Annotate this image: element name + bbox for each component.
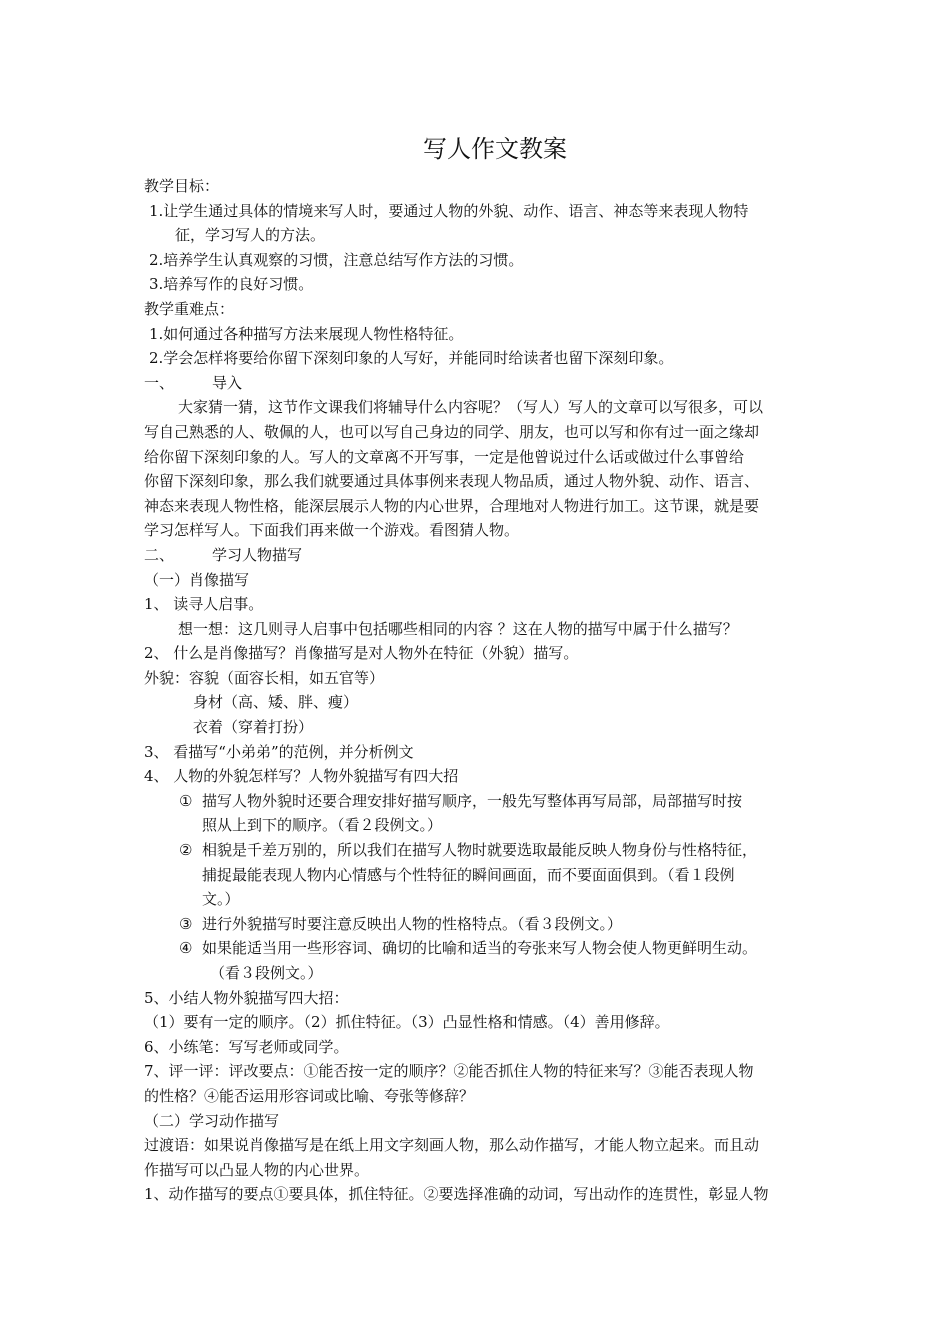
- goals-heading: 教学目标：: [144, 177, 220, 195]
- tip-4-line-2: （看３段例文。）: [210, 964, 323, 982]
- key-list: [144, 322, 816, 371]
- tip-3: [144, 912, 816, 937]
- tip-2: [144, 838, 816, 912]
- tip-1: [144, 789, 816, 838]
- part-1-item-1: 1、 读寻人启事。: [144, 595, 264, 614]
- part-1-item-5-summary: （1）要有一定的顺序。（2）抓住特征。（3）凸显性格和情感。（4）善用修辞。: [144, 1013, 670, 1032]
- part-1-item-3: 3、 看描写“小弟弟”的范例，并分析例文: [144, 742, 414, 761]
- part-1-item-2: 2、 什么是肖像描写？肖像描写是对人物外在特征（外貌）描写。: [144, 644, 579, 663]
- document-title: 写人作文教案: [423, 135, 567, 163]
- goal-item-2: 2.培养学生认真观察的习惯，注意总结写作方法的习惯。: [149, 250, 524, 269]
- key-item-2: 2.学会怎样将要给你留下深刻印象的人写好，并能同时给读者也留下深刻印象。: [149, 349, 674, 368]
- section-1-paragraph: [144, 395, 816, 543]
- section-2-number: 二、: [144, 545, 175, 564]
- goals-list: [144, 199, 816, 297]
- tip-1-line-2: 照从上到下的顺序。（看２段例文。）: [202, 816, 443, 835]
- section-2-title: 学习人物描写: [212, 545, 303, 564]
- para-line-6: 学习怎样写人。下面我们再来做一个游戏。看图猜人物。: [144, 521, 520, 540]
- tip-2-number: ②: [179, 841, 193, 860]
- para-line-5: 神态来表现人物性格，能深层展示人物的内心世界，合理地对人物进行加工。这节课，就是要: [144, 496, 760, 515]
- part-1-item-6: 6、小练笔：写写老师或同学。: [144, 1037, 349, 1056]
- part-2-heading: （二）学习动作描写: [144, 1111, 280, 1130]
- part-1-heading: （一）肖像描写: [144, 570, 250, 589]
- tip-2-line-2: 捕捉最能表现人物内心情感与个性特征的瞬间画面，而不要面面俱到。（看１段例: [202, 865, 735, 884]
- para-line-1: 大家猜一猜，这节作文课我们将辅导什么内容呢？（写人）写人的文章可以写很多，可以: [178, 398, 764, 417]
- key-item-1: 1.如何通过各种描写方法来展现人物性格特征。: [149, 324, 464, 343]
- tip-1-number: ①: [179, 791, 193, 810]
- section-1-heading: [144, 371, 816, 396]
- looks-line-1: 外貌：容貌（面容长相，如五官等）: [144, 668, 385, 687]
- part-2-transition-line-1: 过渡语：如果说肖像描写是在纸上用文字刻画人物，那么动作描写，才能人物立起来。而且动: [144, 1136, 760, 1155]
- tip-3-number: ③: [179, 914, 193, 933]
- part-1-item-1-question: 想一想：这几则寻人启事中包括哪些相同的内容 ？这在人物的描写中属于什么描写？: [178, 619, 738, 638]
- section-2-heading: [144, 543, 816, 568]
- tip-2-line-1: 相貌是千差万别的，所以我们在描写人物时就要选取最能反映人物身份与性格特征，: [202, 841, 758, 860]
- tip-4-line-1: 如果能适当用一些形容词、确切的比喻和适当的夸张来写人物会使人物更鲜明生动。: [202, 939, 758, 958]
- tip-4: [144, 936, 816, 985]
- tip-4-number: ④: [179, 939, 193, 958]
- tip-1-line-1: 描写人物外貌时还要合理安排好描写顺序，一般先写整体再写局部，局部描写时按: [202, 791, 743, 810]
- part-2-item-1: 1、动作描写的要点①要具体，抓住特征。②要选择准确的动词，写出动作的连贯性，彰显人物: [144, 1185, 769, 1204]
- para-line-3: 给你留下深刻印象的人。写人的文章离不开写事，一定是他曾说过什么话或做过什么事曾给: [144, 447, 745, 466]
- part-1-item-4: 4、 人物的外貌怎样写？人物外貌描写有四大招: [144, 767, 459, 786]
- section-1-title: 导入: [212, 373, 243, 392]
- para-line-2: 写自己熟悉的人、敬佩的人，也可以写自己身边的同学、朋友，也可以写和你有过一面之缘却: [144, 422, 760, 441]
- para-line-4: 你留下深刻印象，那么我们就要通过具体事例来表现人物品质，通过人物外貌、动作、语言、: [144, 472, 760, 491]
- key-heading: 教学重难点：: [144, 299, 235, 318]
- document-body: [144, 174, 816, 1207]
- part-1-item-7-line-2: 的性格？④能否运用形容词或比喻、夸张等修辞？: [144, 1086, 475, 1105]
- part-1-item-5: 5、小结人物外貌描写四大招：: [144, 988, 349, 1007]
- goal-item-1-cont: 征，学习写人的方法。: [175, 226, 326, 245]
- part-2-transition-line-2: 作描写可以凸显人物的内心世界。: [144, 1160, 370, 1179]
- goal-item-1: 1.让学生通过具体的情境来写人时，要通过人物的外貌、动作、语言、神态等来表现人物特: [149, 201, 749, 220]
- looks-line-3: 衣着（穿着打扮）: [193, 718, 314, 737]
- goal-item-3: 3.培养写作的良好习惯。: [149, 275, 314, 294]
- looks-line-2: 身材（高、矮、胖、瘦）: [193, 693, 359, 712]
- tip-2-line-3: 文。）: [202, 890, 240, 909]
- section-1-number: 一、: [144, 373, 175, 392]
- tip-3-line-1: 进行外貌描写时要注意反映出人物的性格特点。（看３段例文。）: [202, 914, 623, 933]
- part-1-item-7-line-1: 7、评一评：评改要点：①能否按一定的顺序？②能否抓住人物的特征来写？③能否表现人物: [144, 1062, 754, 1081]
